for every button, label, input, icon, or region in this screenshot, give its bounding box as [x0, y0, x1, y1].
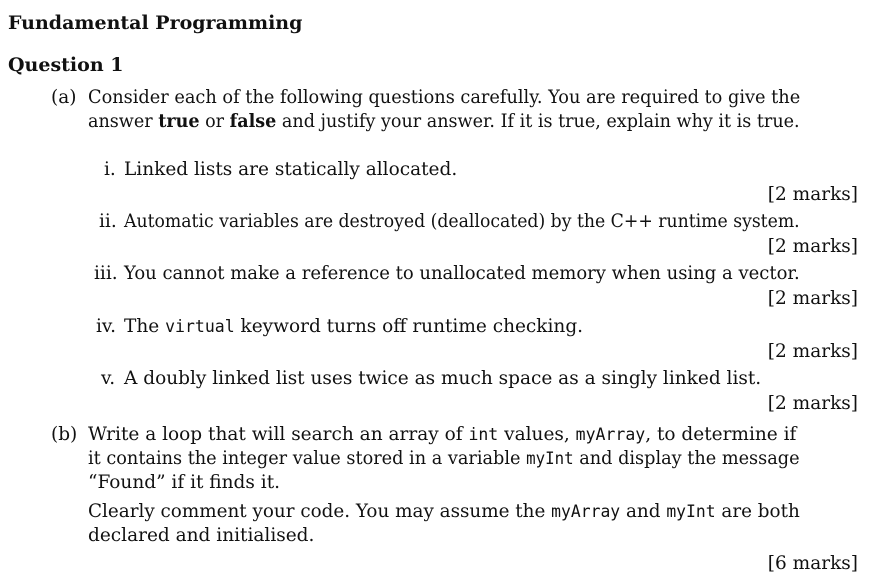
- virtual-code: virtual: [165, 317, 235, 336]
- item-i-marks: [2 marks]: [767, 184, 858, 205]
- item-ii-label: ii.: [99, 211, 117, 232]
- document-title: Fundamental Programming: [8, 12, 303, 34]
- item-i-label: i.: [104, 159, 116, 180]
- myarray-code-2: myArray: [551, 502, 621, 521]
- item-iv-marks: [2 marks]: [767, 341, 858, 362]
- myarray-code: myArray: [575, 425, 646, 444]
- part-b-marks: [6 marks]: [767, 553, 858, 574]
- part-a-label: (a): [51, 87, 77, 108]
- part-b-para2-line1: Clearly comment your code. You may assume the myArray and myInt are both: [88, 501, 800, 522]
- item-v-text: A doubly linked list uses twice as much space as a singly linked list.: [124, 368, 762, 389]
- item-ii-text: Automatic variables are destroyed (deallocated) by the C++ runtime system.: [124, 211, 800, 232]
- part-b-line2: it contains the integer value stored in a variable myInt and display the message: [88, 448, 800, 469]
- item-iv-label: iv.: [96, 316, 117, 337]
- item-i-text: Linked lists are statically allocated.: [124, 159, 458, 180]
- item-ii-marks: [2 marks]: [767, 236, 858, 257]
- false-keyword: false: [229, 111, 277, 132]
- part-b-line3: “Found” if it finds it.: [88, 472, 281, 493]
- int-code: int: [468, 425, 499, 444]
- item-v-label: v.: [101, 368, 116, 389]
- item-iv-text: The virtual keyword turns off runtime checking.: [124, 316, 584, 337]
- item-iii-label: iii.: [94, 263, 118, 284]
- part-b-para2-line2: declared and initialised.: [88, 525, 315, 546]
- item-v-marks: [2 marks]: [767, 393, 858, 414]
- part-a-intro-line1: Consider each of the following questions carefully. You are required to give the: [88, 87, 801, 108]
- question-heading: Question 1: [8, 54, 124, 76]
- part-b-label: (b): [51, 424, 78, 445]
- item-iii-marks: [2 marks]: [767, 288, 858, 309]
- myint-code: myInt: [526, 449, 574, 468]
- myint-code-2: myInt: [666, 502, 716, 521]
- true-keyword: true: [158, 111, 200, 132]
- item-iii-text: You cannot make a reference to unallocated memory when using a vector.: [124, 263, 800, 284]
- part-b-line1: Write a loop that will search an array of int values, myArray, to determine if: [88, 424, 797, 445]
- part-a-intro-line2: answer true or false and justify your answer. If it is true, explain why it is true.: [88, 111, 800, 132]
